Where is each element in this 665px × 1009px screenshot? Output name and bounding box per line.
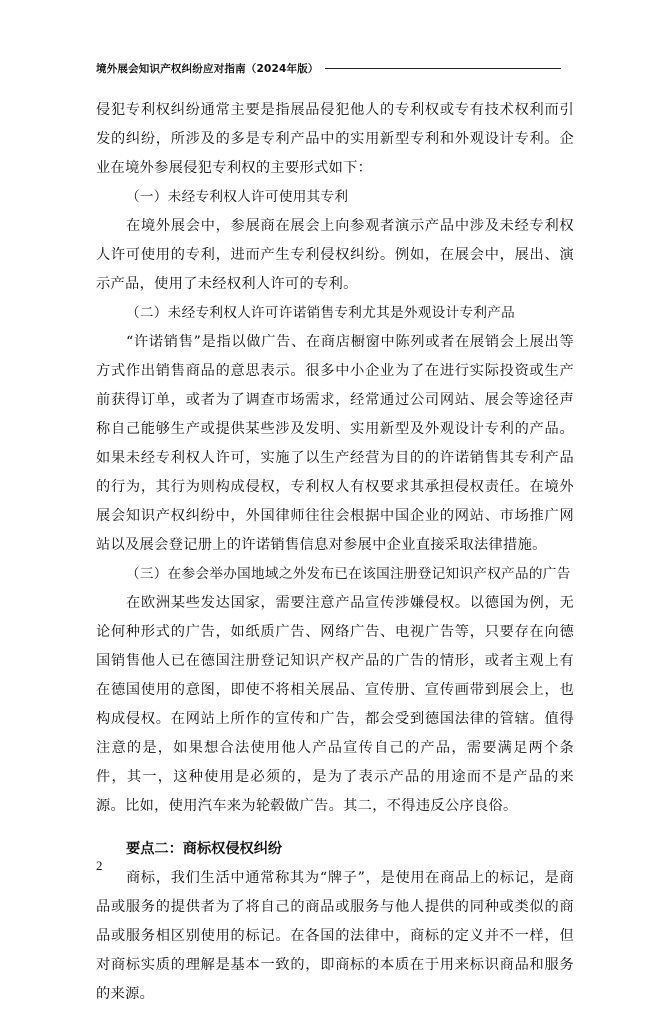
paragraph-trademark: 商标，我们生活中通常称其为“牌子”，是使用在商品上的标记，是商品或服务的提供者为了将自己的商品或服务与他人提供的同种或类似的商品或服务相区别使用的标记。在各国的法律中，商标的定义并不一样，但对商标实质的理解是基本一致的，即商标的本质在于用来标识商品和服务的来源。 [96,870,574,1002]
paragraph-unauthorized-use: 在境外展会中，参展商在展会上向参观者演示产品中涉及未经专利权人许可使用的专利，进而产生专利侵权纠纷。例如，在展会中，展出、演示产品，使用了未经权利人许可的专利。 [96,218,574,292]
section-heading-trademark: 要点二：商标权侵权纠纷 [126,841,283,857]
paragraph-advertising: 在欧洲某些发达国家，需要注意产品宣传涉嫌侵权。以德国为例，无论何种形式的广告，如纸质广告、网络广告、电视广告等，只要存在向德国销售他人已在德国注册登记知识产权产品的广告的情形，或者主观上有在德国使用的意图，即使不将相关展品、宣传册、宣传画带到展会上，也构成侵权。在网站上所作的宣传和广告，都会受到德国法律的管辖。值得注意的是，如果想合法使用他人产品宣传自己的产品，需要满足两个条件，其一，这种使用是必须的，是为了表示产品的用途而不是产品的来源。比如，使用汽车来为轮毂做广告。其二，不得违反公序良俗。 [96,595,574,814]
body-text [96,96,574,1009]
running-header [96,60,561,76]
subheading-advertising: （三）在参会举办国地域之外发布已在该国注册登记知识产权产品的广告 [126,566,571,582]
header-rule [325,68,561,69]
header-title: 境外展会知识产权纠纷应对指南（2024年版） [96,62,319,75]
subheading-offer-for-sale: （二）未经专利权人许可许诺销售专利尤其是外观设计专利产品 [126,305,516,321]
page-number: 2 [96,858,103,873]
subheading-unauthorized-use: （一）未经专利权人许可使用其专利 [126,189,349,205]
paragraph-patent-intro: 侵犯专利权纠纷通常主要是指展品侵犯他人的专利权或专有技术权利而引发的纠纷，所涉及的多是专利产品中的实用新型专利和外观设计专利。企业在境外参展侵犯专利权的主要形式如下： [96,102,574,176]
paragraph-offer-for-sale: “许诺销售”是指以做广告、在商店橱窗中陈列或者在展销会上展出等方式作出销售商品的意思表示。很多中小企业为了在进行实际投资或生产前获得订单，或者为了调查市场需求，经常通过公司网站、展会等途径声称自己能够生产或提供某些涉及发明、实用新型及外观设计专利的产品。如果未经专利权人许可，实施了以生产经营为目的的许诺销售其专利产品的行为，其行为则构成侵权，专利权人有权要求其承担侵权责任。在境外展会知识产权纠纷中，外国律师往往会根据中国企业的网站、市场推广网站以及展会登记册上的许诺销售信息对参展中企业直接采取法律措施。 [96,334,574,553]
